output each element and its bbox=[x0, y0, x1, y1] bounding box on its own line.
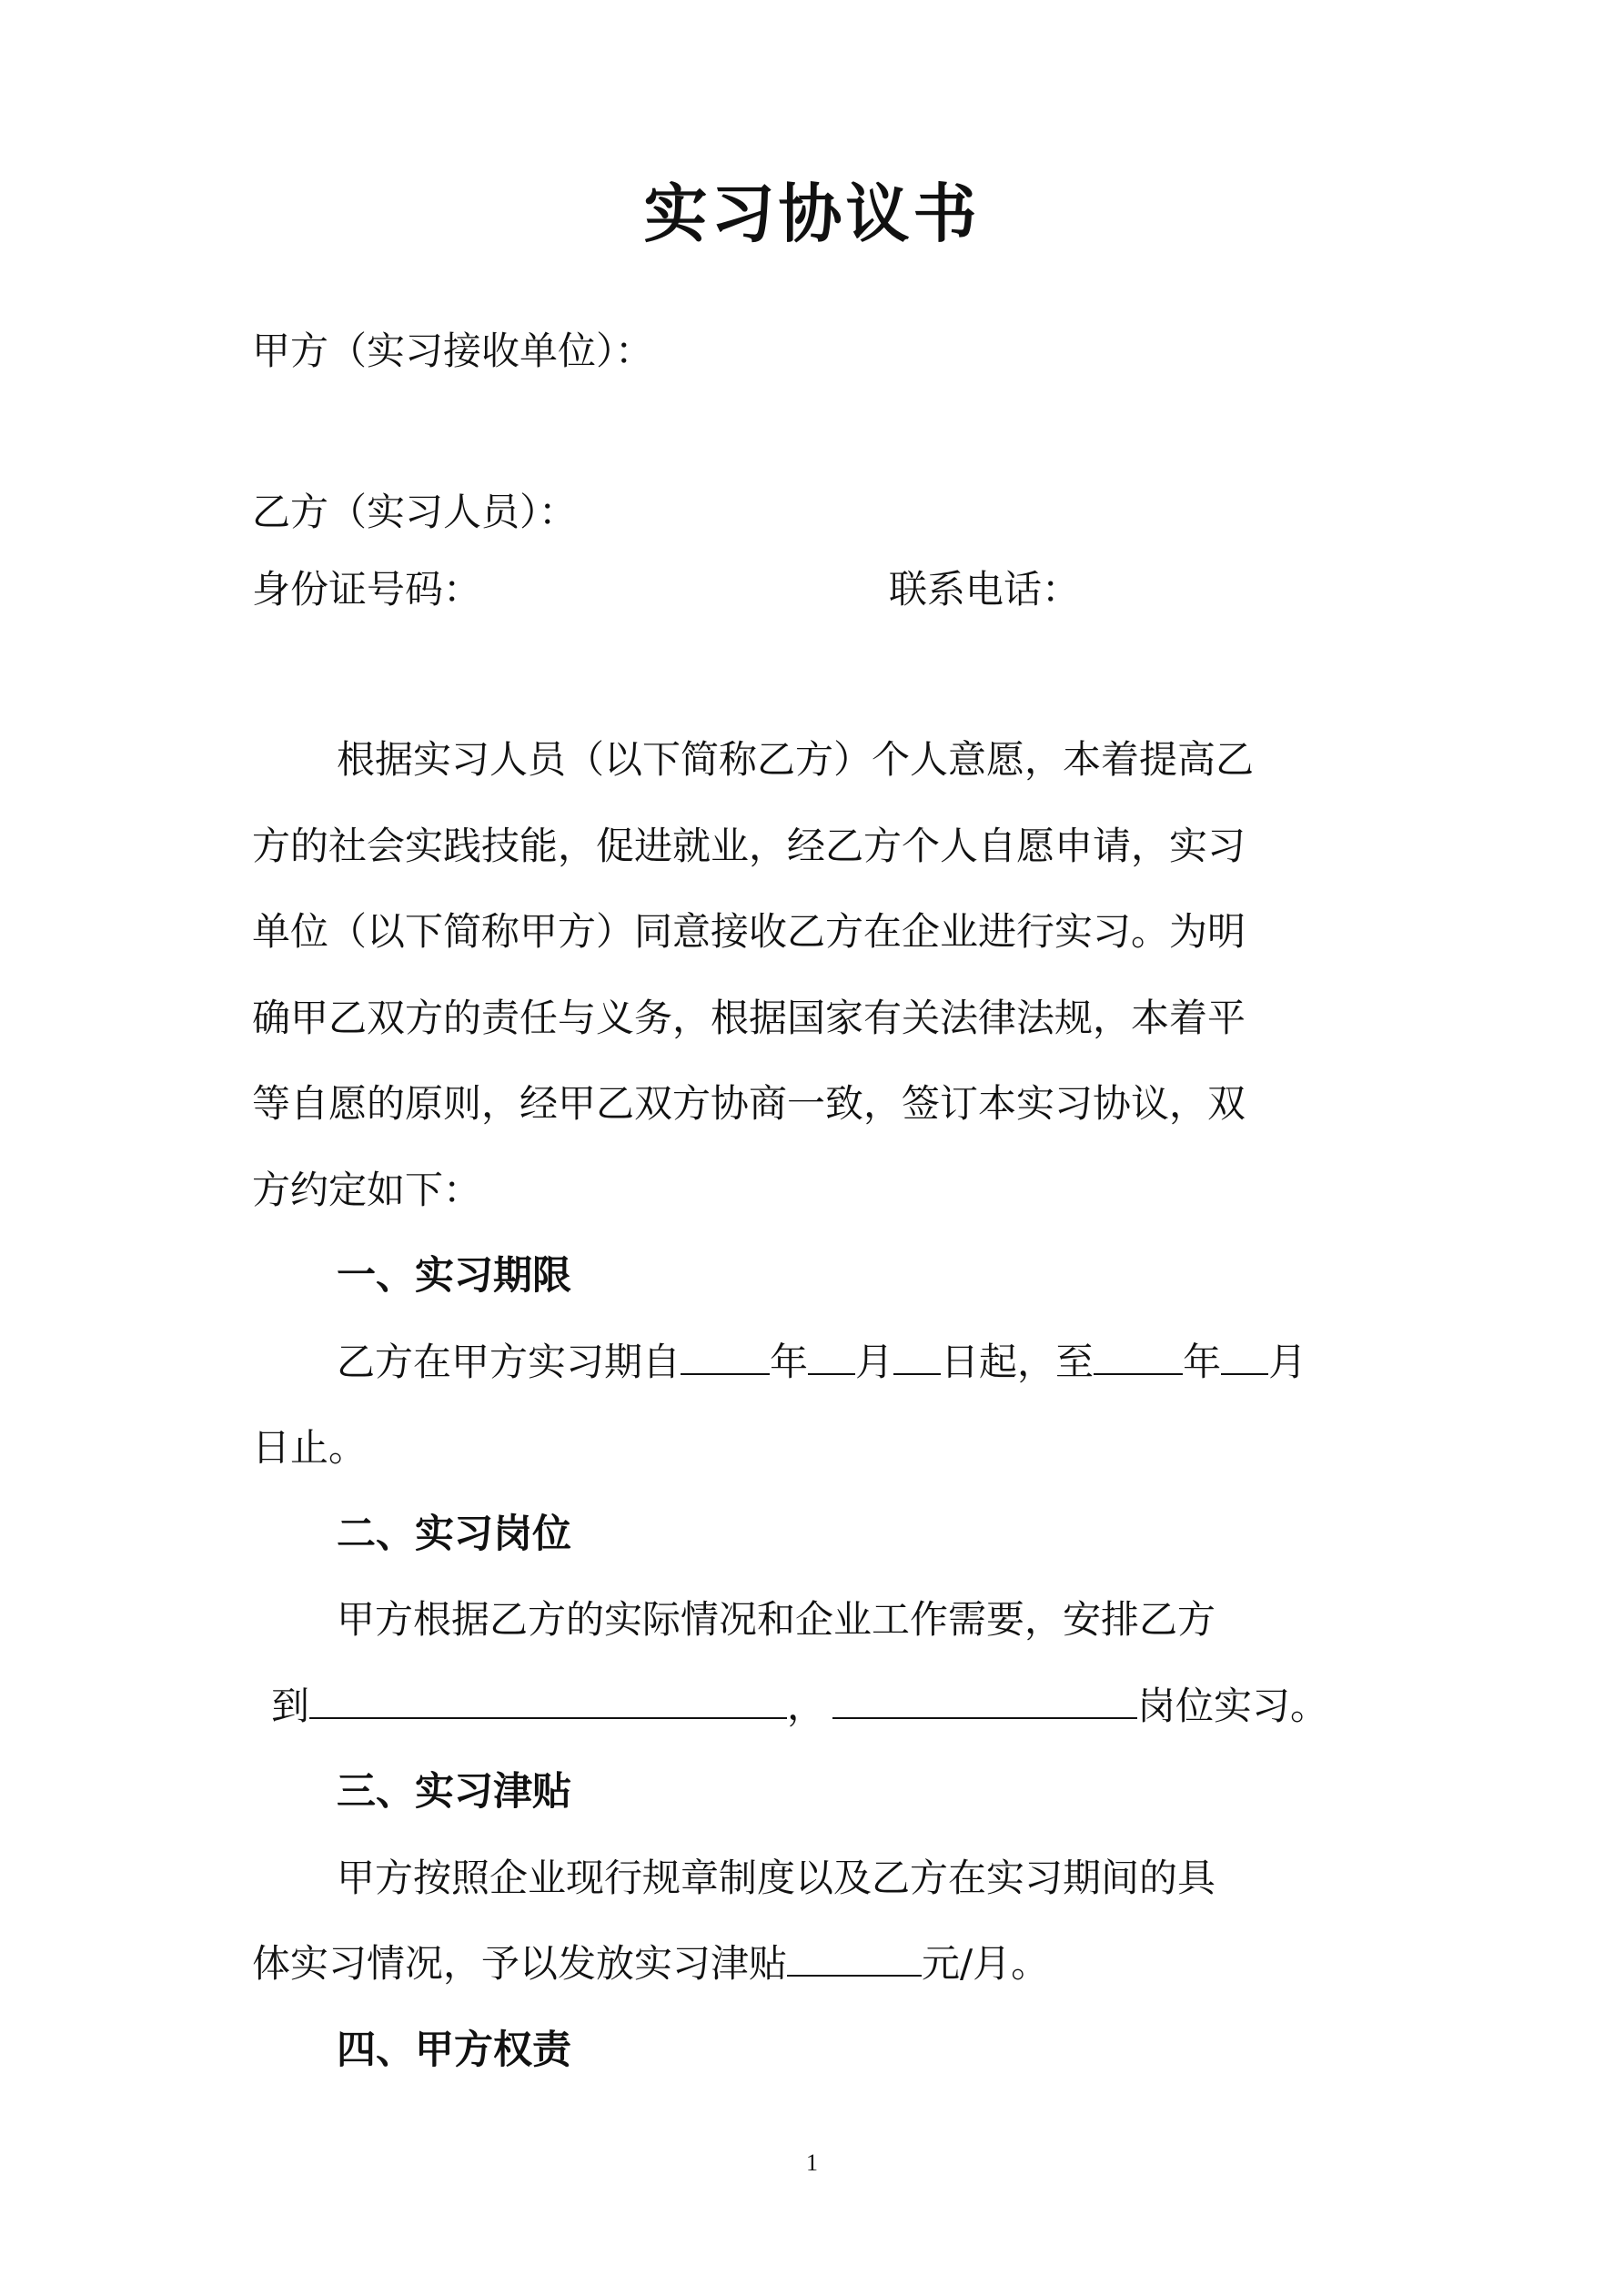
s2-post: 岗位实习。 bbox=[1137, 1684, 1329, 1728]
s1-month2: 月 bbox=[1268, 1340, 1307, 1384]
phone-label: 联系电话： bbox=[889, 567, 1081, 612]
blank-position[interactable] bbox=[832, 1681, 1137, 1719]
section-3-heading: 三、实习津贴 bbox=[337, 1769, 571, 1815]
intro-line-5: 等自愿的原则，经甲乙双方协商一致，签订本实习协议，双 bbox=[252, 1081, 1246, 1126]
intro-line-6: 方约定如下： bbox=[252, 1168, 482, 1212]
document-title: 实习协议书 bbox=[643, 177, 981, 251]
section-1-text-line-1 bbox=[337, 1335, 1306, 1390]
id-number-label: 身份证号码： bbox=[252, 567, 482, 612]
section-1-heading: 一、实习期限 bbox=[337, 1253, 571, 1299]
blank-start-month[interactable] bbox=[808, 1337, 855, 1375]
section-3-text-line-1: 甲方按照企业现行规章制度以及乙方在实习期间的具 bbox=[337, 1856, 1216, 1900]
blank-start-year[interactable] bbox=[681, 1337, 770, 1375]
s1-month: 月 bbox=[855, 1340, 894, 1384]
blank-allowance-amount[interactable] bbox=[787, 1938, 922, 1977]
s1-year2: 年 bbox=[1183, 1340, 1222, 1384]
party-a-label: 甲方（实习接收单位）： bbox=[252, 329, 654, 373]
section-3-text-line-2 bbox=[252, 1937, 1049, 1991]
s3-prefix: 体实习情况，予以发放实习津贴 bbox=[252, 1941, 788, 1986]
section-2-text-line-2 bbox=[271, 1679, 1328, 1734]
s1-part1: 乙方在甲方实习期自 bbox=[337, 1340, 681, 1384]
intro-line-3: 单位（以下简称甲方）同意接收乙方在企业进行实习。为明 bbox=[252, 909, 1246, 954]
intro-line-2: 方的社会实践技能，促进就业，经乙方个人自愿申请，实习 bbox=[252, 824, 1246, 868]
blank-end-month[interactable] bbox=[1221, 1337, 1268, 1375]
section-1-text-line-2: 日止。 bbox=[252, 1425, 368, 1470]
party-b-label: 乙方（实习人员）： bbox=[252, 490, 578, 534]
s3-suffix: 元/月。 bbox=[922, 1941, 1050, 1986]
intro-line-4: 确甲乙双方的责任与义务，根据国家有关法律法规，本着平 bbox=[252, 996, 1246, 1040]
intro-line-1: 根据实习人员（以下简称乙方）个人意愿，本着提高乙 bbox=[337, 737, 1255, 782]
blank-start-day[interactable] bbox=[893, 1337, 941, 1375]
section-2-text-line-1: 甲方根据乙方的实际情况和企业工作需要，安排乙方 bbox=[337, 1597, 1216, 1642]
page-number: 1 bbox=[806, 2149, 818, 2176]
section-2-heading: 二、实习岗位 bbox=[337, 1512, 571, 1557]
blank-department[interactable] bbox=[309, 1681, 787, 1719]
s2-comma: ， bbox=[787, 1684, 826, 1728]
s1-day-from: 日起，至 bbox=[941, 1340, 1094, 1384]
section-4-heading: 四、甲方权责 bbox=[337, 2028, 571, 2073]
s2-to: 到 bbox=[271, 1684, 310, 1728]
s1-year: 年 bbox=[770, 1340, 809, 1384]
blank-end-year[interactable] bbox=[1094, 1337, 1183, 1375]
